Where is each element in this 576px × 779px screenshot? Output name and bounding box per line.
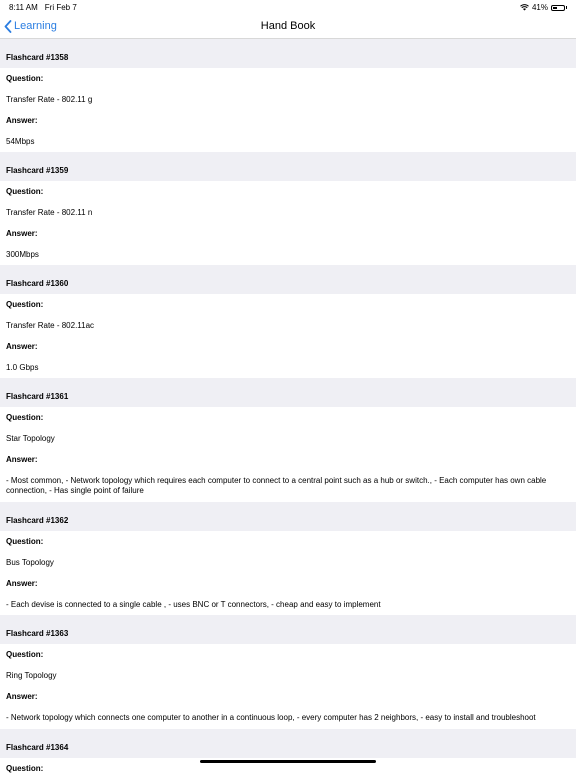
answer-label: Answer: [6,342,38,351]
question-label: Question: [6,187,44,196]
battery-percent: 41% [531,3,548,12]
flashcard-title: Flashcard #1363 [0,615,576,644]
page-title: Hand Book [260,20,316,32]
question-text: Transfer Rate - 802.11 g [6,95,93,104]
question-label: Question: [6,300,44,309]
question-text: Transfer Rate - 802.11 n [6,208,93,217]
battery-icon [551,5,565,11]
status-time: 8:11 AM [9,3,38,12]
battery-fill [553,7,557,9]
question-label: Question: [6,537,44,546]
flashcard [0,152,576,265]
home-indicator[interactable] [200,760,376,763]
answer-text: 1.0 Gbps [6,363,39,372]
flashcard [0,502,576,615]
flashcard [0,378,576,502]
answer-text: - Network topology which connects one computer to another in a continuous loop, - every computer has 2 neighbors, - easy to install and troubleshoot [6,713,536,722]
status-bar [0,0,576,14]
flashcard [0,265,576,378]
question-label: Question: [6,764,44,773]
answer-label: Answer: [6,579,38,588]
answer-label: Answer: [6,116,38,125]
flashcard [0,729,576,779]
answer-label: Answer: [6,692,38,701]
wifi-icon [520,4,529,11]
question-label: Question: [6,650,44,659]
flashcard-title: Flashcard #1364 [0,729,576,758]
navigation-bar [0,14,576,39]
question-text: Bus Topology [6,558,54,567]
question-text: Transfer Rate - 802.11ac [6,321,95,330]
answer-text: - Each devise is connected to a single cable , - uses BNC or T connectors, - cheap and easy to implement [6,600,381,609]
flashcard-title: Flashcard #1359 [0,152,576,181]
back-label: Learning [14,20,57,32]
answer-label: Answer: [6,229,38,238]
flashcard-title: Flashcard #1360 [0,265,576,294]
answer-text: 300Mbps [6,250,39,259]
back-button[interactable] [4,14,57,38]
status-date: Fri Feb 7 [44,3,77,12]
question-text: Ring Topology [6,671,57,680]
chevron-left-icon [4,20,12,33]
answer-label: Answer: [6,455,38,464]
question-label: Question: [6,74,44,83]
flashcard [0,615,576,729]
flashcard-title: Flashcard #1362 [0,502,576,531]
flashcard [0,39,576,152]
answer-text: 54Mbps [6,137,35,146]
question-text: Star Topology [6,434,55,443]
flashcard-title: Flashcard #1358 [0,39,576,68]
question-label: Question: [6,413,44,422]
answer-text: - Most common, - Network topology which requires each computer to connect to a central point such as a hub or switch., - Each computer has own cable connection, - Has single point of failure [6,476,547,495]
flashcard-title: Flashcard #1361 [0,378,576,407]
flashcard-list[interactable] [0,39,576,779]
